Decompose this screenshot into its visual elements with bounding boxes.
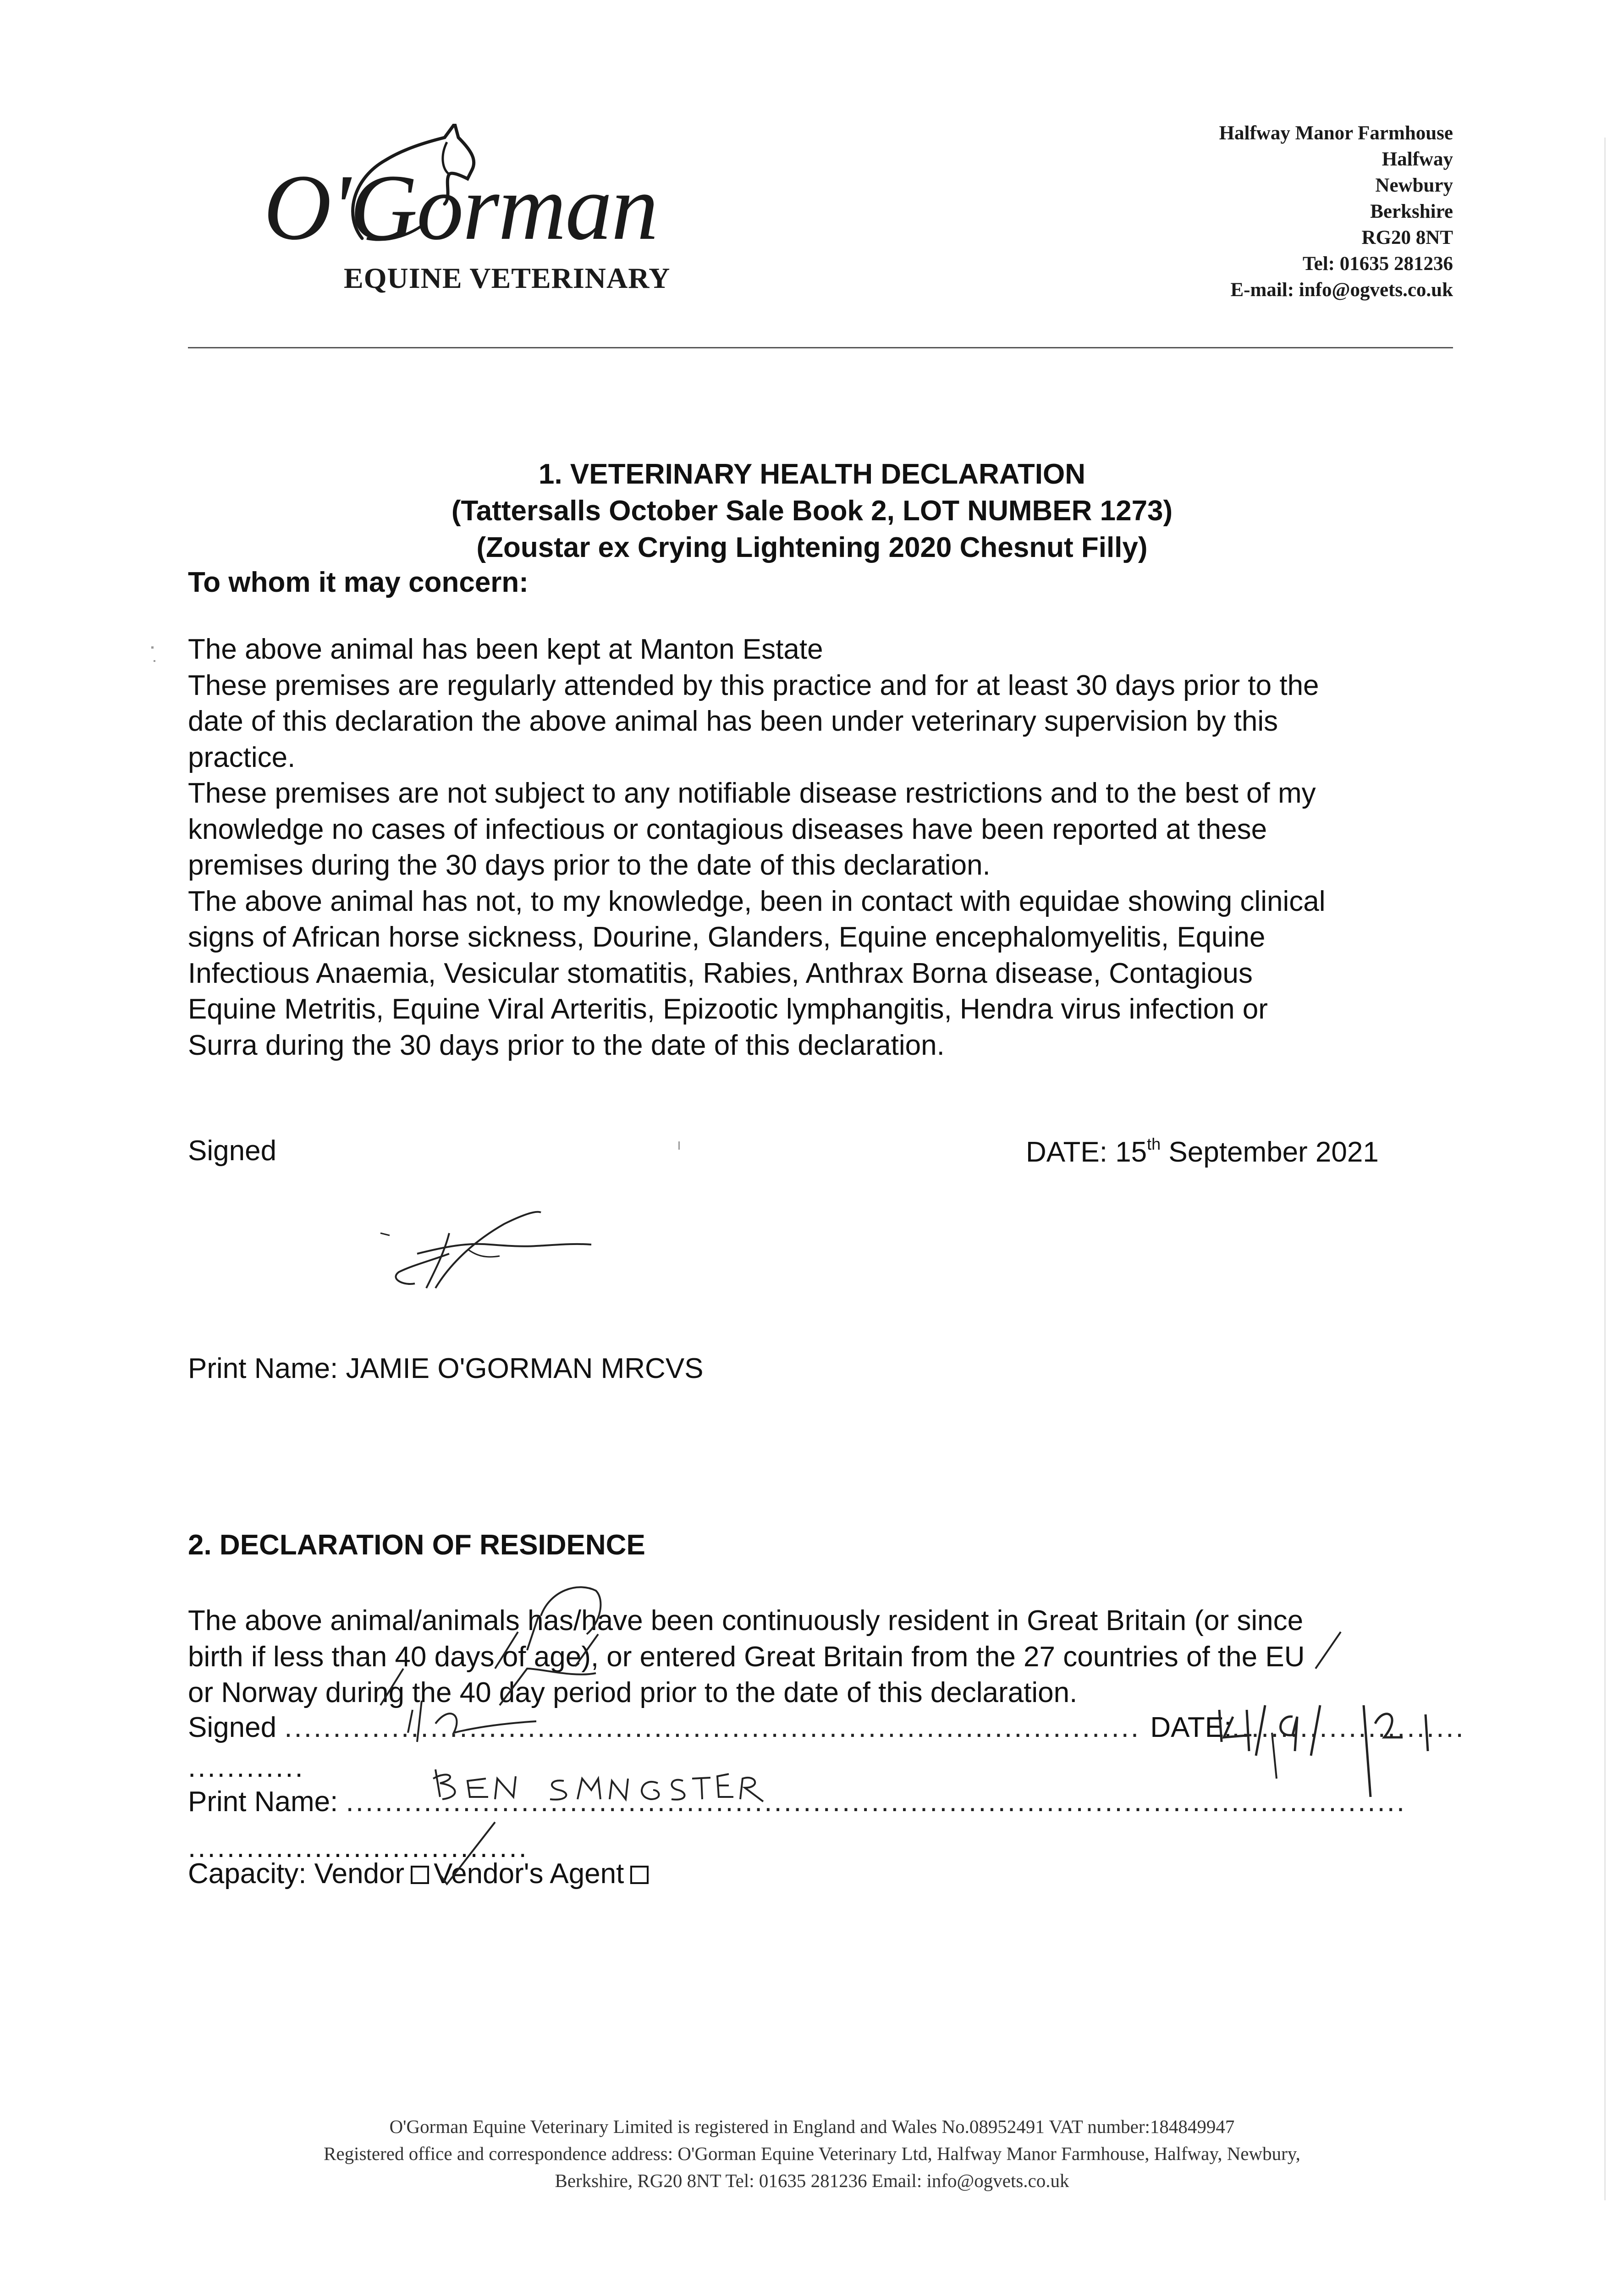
agent-label: Vendor's Agent <box>434 1858 624 1890</box>
address-line: Halfway <box>1382 149 1453 170</box>
print-name-field: ............................................................................................................. <box>346 1786 1407 1818</box>
salutation: To whom it may concern: <box>188 567 528 598</box>
vendor-agent-checkbox <box>630 1866 649 1884</box>
address-line: Halfway Manor Farmhouse <box>1219 122 1453 144</box>
capacity-label: Capacity: Vendor <box>188 1858 405 1890</box>
print-name: Print Name: JAMIE O'GORMAN MRCVS <box>188 1353 704 1384</box>
declaration-title: 1. VETERINARY HEALTH DECLARATION <box>539 458 1085 490</box>
declaration-subtitle: (Zoustar ex Crying Lightening 2020 Chesnut Filly) <box>476 532 1148 563</box>
address-line: E-mail: info@ogvets.co.uk <box>1230 279 1453 301</box>
date-label: DATE: 15 <box>1026 1136 1147 1168</box>
signed-label: Signed <box>188 1135 277 1167</box>
address-line: Berkshire <box>1370 201 1453 222</box>
body-line: The above animal/animals has/have been continuously resident in Great Britain (or since <box>188 1605 1304 1636</box>
residence-body <box>188 1603 1305 1711</box>
body-line: The above animal has been kept at Manton Estate <box>188 634 823 665</box>
print-name-label: Print Name: <box>188 1786 346 1818</box>
address-line: Tel: 01635 281236 <box>1302 253 1453 275</box>
footer <box>0 2113 1624 2194</box>
footer-line: Registered office and correspondence address: O'Gorman Equine Veterinary Ltd, Halfway Manor Farmhouse, Halfway, Newbury, <box>324 2143 1300 2164</box>
date-field: ........................ <box>1232 1712 1465 1743</box>
body-line: date of this declaration the above animal has been under veterinary supervision by this <box>188 705 1278 737</box>
address-line: Newbury <box>1375 175 1453 196</box>
dotted-line: ................................... <box>188 1832 528 1863</box>
vet-signature <box>371 1192 619 1302</box>
header-divider <box>188 347 1453 348</box>
signature-field: ........................................................................................ <box>284 1712 1151 1743</box>
body-line: premises during the 30 days prior to the date of this declaration. <box>188 849 991 881</box>
declaration-title-block <box>0 456 1624 566</box>
vendor-checkbox <box>411 1866 429 1884</box>
body-line: Infectious Anaemia, Vesicular stomatitis, Rabies, Anthrax Borna disease, Contagious <box>188 957 1253 989</box>
date-label: DATE: <box>1150 1712 1232 1743</box>
declaration-subtitle: (Tattersalls October Sale Book 2, LOT NUMBER 1273) <box>451 495 1173 527</box>
footer-line: O'Gorman Equine Veterinary Limited is registered in England and Wales No.08952491 VAT number:184849947 <box>389 2116 1235 2137</box>
scan-speck <box>154 660 155 662</box>
body-line: The above animal has not, to my knowledge, been in contact with equidae showing clinical <box>188 885 1326 917</box>
body-line: These premises are regularly attended by this practice and for at least 30 days prior to the <box>188 669 1319 701</box>
scan-speck <box>151 646 154 649</box>
body-line: Surra during the 30 days prior to the date of this declaration. <box>188 1029 945 1061</box>
body-line: signs of African horse sickness, Dourine, Glanders, Equine encephalomyelitis, Equine <box>188 921 1266 953</box>
address-block <box>1219 120 1453 303</box>
body-line: knowledge no cases of infectious or contagious diseases have been reported at these <box>188 813 1267 845</box>
capacity-row <box>188 1857 653 1890</box>
scan-speck <box>678 1141 680 1150</box>
body-line: birth if less than 40 days of age), or entered Great Britain from the 27 countries of the EU <box>188 1641 1305 1673</box>
residence-print-line <box>188 1785 1406 1818</box>
date-rest: September 2021 <box>1161 1136 1379 1168</box>
dotted-line: ............ <box>188 1752 305 1783</box>
residence-signed-line <box>188 1711 1465 1744</box>
company-logo <box>264 124 704 303</box>
date-suffix: th <box>1147 1135 1161 1153</box>
logo-wordmark: O'Gorman <box>264 155 658 259</box>
body-line: practice. <box>188 741 296 773</box>
scan-edge <box>1604 138 1606 2200</box>
body-line: Equine Metritis, Equine Viral Arteritis, Epizootic lymphangitis, Hendra virus infection or <box>188 993 1268 1025</box>
signed-label: Signed <box>188 1712 285 1743</box>
body-line: or Norway during the 40 day period prior to the date of this declaration. <box>188 1677 1078 1708</box>
footer-line: Berkshire, RG20 8NT Tel: 01635 281236 Email: info@ogvets.co.uk <box>555 2170 1069 2191</box>
body-line: These premises are not subject to any notifiable disease restrictions and to the best of my <box>188 777 1316 809</box>
declaration-date <box>1026 1135 1379 1168</box>
logo-subtitle: EQUINE VETERINARY <box>344 262 671 294</box>
declaration-body <box>188 632 1471 1063</box>
residence-title: 2. DECLARATION OF RESIDENCE <box>188 1529 645 1561</box>
address-line: RG20 8NT <box>1361 227 1453 248</box>
